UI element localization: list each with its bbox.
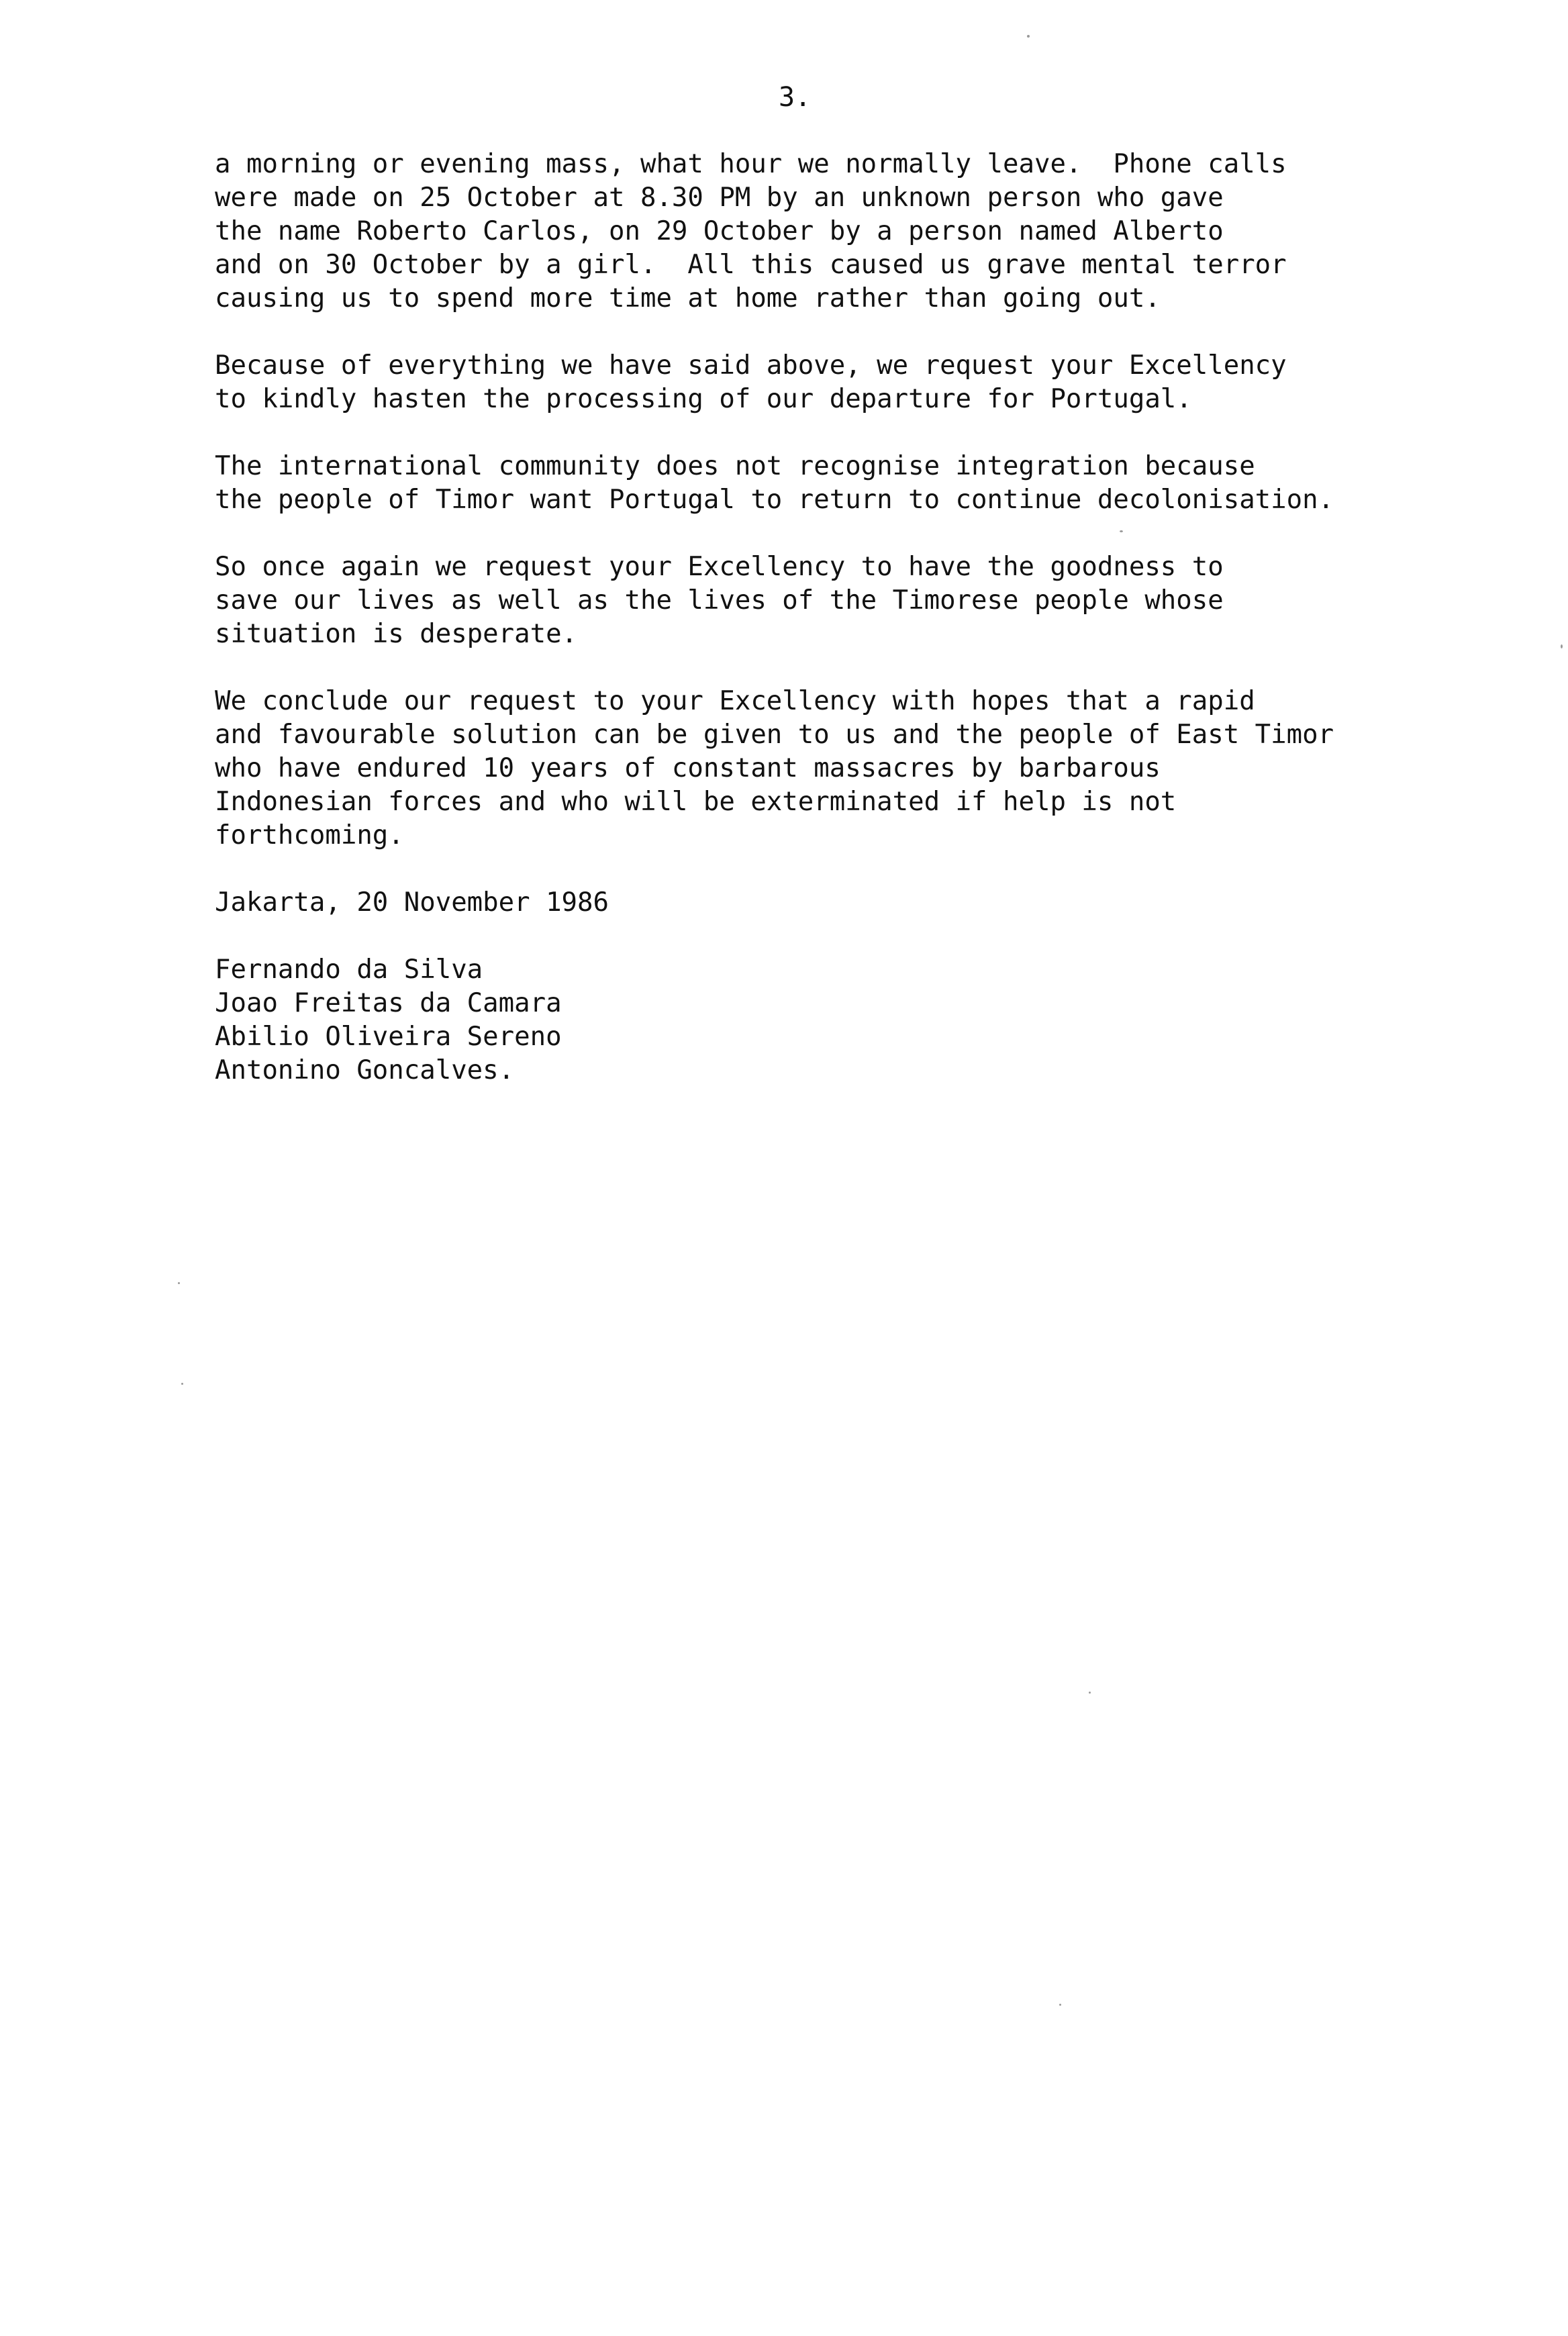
scan-speck [1059, 2004, 1061, 2006]
text-line: and favourable solution can be given to us and the people of East Timor [215, 720, 1334, 750]
signatory-name: Fernando da Silva [215, 955, 483, 985]
paragraph [215, 148, 1490, 315]
place-date-block [215, 886, 1490, 920]
scan-speck [178, 1282, 180, 1284]
text-line: situation is desperate. [215, 619, 578, 649]
letter-body [215, 148, 1490, 1087]
signatories [215, 953, 1490, 1087]
text-line: So once again we request your Excellency to have the goodness to [215, 552, 1224, 582]
paragraph [215, 349, 1490, 416]
place-date: Jakarta, 20 November 1986 [215, 887, 609, 918]
text-line: The international community does not recognise integration because [215, 451, 1255, 481]
signatory-name: Antonino Goncalves. [215, 1055, 515, 1085]
text-line: the name Roberto Carlos, on 29 October by a person named Alberto [215, 216, 1224, 246]
text-line: forthcoming. [215, 820, 404, 850]
text-line: to kindly hasten the processing of our departure for Portugal. [215, 384, 1192, 414]
paragraph [215, 550, 1490, 651]
paragraph [215, 450, 1490, 517]
scan-speck [1027, 35, 1030, 38]
page-number: 3. [779, 82, 812, 113]
text-line: Indonesian forces and who will be exterminated if help is not [215, 787, 1177, 817]
text-line: causing us to spend more time at home rather than going out. [215, 283, 1161, 313]
scan-speck [1089, 1692, 1091, 1694]
text-line: We conclude our request to your Excellency with hopes that a rapid [215, 686, 1255, 716]
scan-speck [1561, 644, 1563, 648]
signatory-name: Abilio Oliveira Sereno [215, 1022, 562, 1052]
text-line: a morning or evening mass, what hour we normally leave. Phone calls [215, 149, 1287, 179]
text-line: save our lives as well as the lives of the Timorese people whose [215, 585, 1224, 616]
text-line: Because of everything we have said above, we request your Excellency [215, 350, 1287, 381]
text-line: who have endured 10 years of constant massacres by barbarous [215, 753, 1161, 783]
text-line: and on 30 October by a girl. All this caused us grave mental terror [215, 250, 1287, 280]
text-line: the people of Timor want Portugal to return to continue decolonisation. [215, 485, 1334, 515]
paragraph [215, 685, 1490, 853]
text-line: were made on 25 October at 8.30 PM by an unknown person who gave [215, 183, 1224, 213]
signatory-name: Joao Freitas da Camara [215, 988, 562, 1018]
scan-speck [1120, 530, 1123, 532]
scan-speck [181, 1383, 183, 1385]
